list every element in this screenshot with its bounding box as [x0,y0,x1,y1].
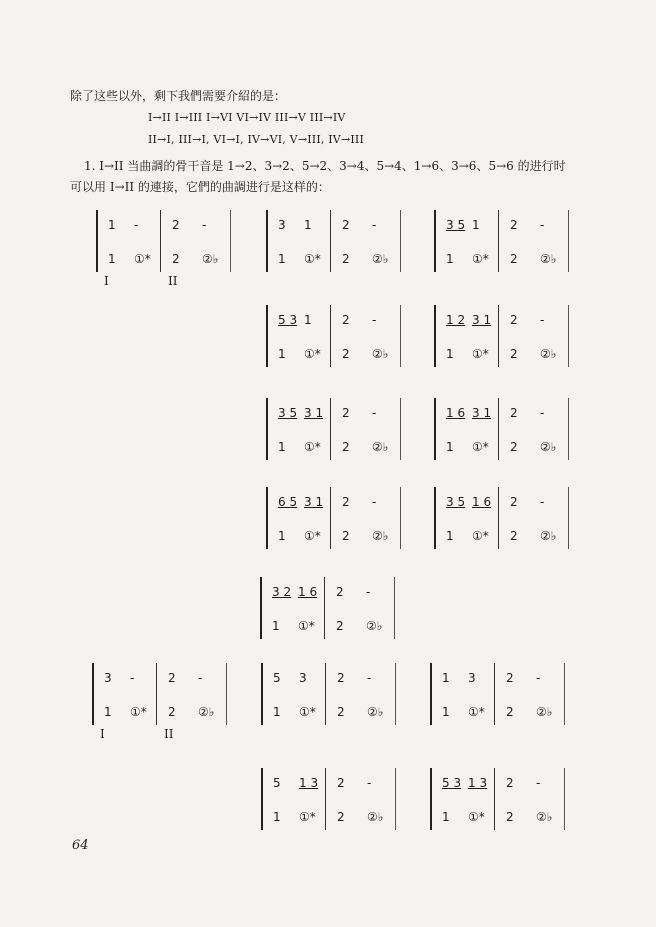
bottom-note: ①* [304,440,321,454]
top-note: - [130,671,135,685]
bar-line [498,398,499,460]
top-note: 2 [506,671,514,685]
bottom-note: ②♭ [372,252,389,266]
bottom-note: ①* [304,529,321,543]
notation-group [434,305,569,367]
top-note: 1 [108,218,116,232]
top-note: - [372,313,377,327]
top-note: 1 3 [299,776,319,790]
top-note: 3 1 [472,406,492,420]
notation-group [434,398,569,460]
bottom-note: ①* [299,810,316,824]
bar-line [494,768,495,830]
bottom-note: 2 [510,252,518,266]
bottom-note: ②♭ [536,705,553,719]
top-note: - [198,671,203,685]
top-note: 1 6 [446,406,466,420]
notation-group [261,663,396,725]
bottom-note: ②♭ [372,440,389,454]
top-note: 2 [510,495,518,509]
top-note: 1 [304,218,312,232]
bar-line [498,305,499,367]
top-note: 3 1 [472,313,492,327]
bottom-note: 2 [506,810,514,824]
top-note: - [367,776,372,790]
top-note: 5 [273,776,281,790]
notation-group [92,663,227,725]
top-note: 3 5 [278,406,298,420]
bottom-note: ②♭ [540,347,557,361]
top-note: - [372,406,377,420]
top-note: - [536,671,541,685]
bottom-note: 1 [442,810,450,824]
notation-group [266,210,401,272]
top-note: 2 [168,671,176,685]
bottom-note: 1 [278,440,286,454]
bottom-note: 1 [446,529,454,543]
bottom-note: ②♭ [372,529,389,543]
bar-line [325,768,326,830]
top-note: 2 [510,218,518,232]
bar-line [494,663,495,725]
top-note: 1 [442,671,450,685]
paragraph-line-2: 可以用 I→II 的連接，它們的曲調进行是这样的： [70,180,330,194]
bar-line [498,487,499,549]
intro-line: 除了这些以外，剩下我們需要介紹的是： [70,89,287,103]
top-note: 3 2 [272,585,292,599]
top-note: 2 [510,406,518,420]
top-note: 2 [337,671,345,685]
top-note: 3 5 [446,495,466,509]
top-note: - [540,218,545,232]
top-note: - [536,776,541,790]
notation-group [430,663,565,725]
bottom-note: 2 [506,705,514,719]
bottom-note: ②♭ [540,440,557,454]
page-number: 64 [72,838,89,853]
bottom-note: ②♭ [367,705,384,719]
progression-row-2: II→I, III→I, VI→I, IV→VI, V→III, IV→III [148,133,364,146]
bottom-note: 1 [442,705,450,719]
top-note: 1 [472,218,480,232]
bottom-note: ①* [468,705,485,719]
chord-marker: I [100,727,105,741]
bottom-note: 2 [342,347,350,361]
top-note: 2 [336,585,344,599]
bottom-note: 2 [337,705,345,719]
bottom-note: ①* [298,619,315,633]
top-note: 5 [273,671,281,685]
notation-group [434,487,569,549]
top-note: - [367,671,372,685]
top-note: - [372,495,377,509]
bottom-note: ②♭ [536,810,553,824]
top-note: - [202,218,207,232]
top-note: 2 [510,313,518,327]
bottom-note: 1 [446,440,454,454]
bottom-note: ②♭ [366,619,383,633]
bottom-note: ①* [472,347,489,361]
bottom-note: 1 [273,705,281,719]
bottom-note: 2 [337,810,345,824]
top-note: 2 [337,776,345,790]
bottom-note: ②♭ [202,252,219,266]
top-note: - [540,406,545,420]
notation-group [266,398,401,460]
bottom-note: 2 [342,440,350,454]
bottom-note: 2 [342,529,350,543]
top-note: 6 5 [278,495,298,509]
chord-marker: II [164,727,174,741]
bottom-note: 2 [336,619,344,633]
top-note: 5 3 [278,313,298,327]
bar-line [330,210,331,272]
bottom-note: 2 [510,347,518,361]
top-note: - [372,218,377,232]
bar-line [498,210,499,272]
notation-group [266,487,401,549]
bar-line [330,398,331,460]
bar-line [324,577,325,639]
notation-group [260,577,395,639]
notation-group [430,768,565,830]
bottom-note: ①* [468,810,485,824]
top-note: 3 1 [304,406,324,420]
bottom-note: ①* [472,440,489,454]
bottom-note: ①* [472,252,489,266]
top-note: 2 [342,406,350,420]
bottom-note: ①* [134,252,151,266]
top-note: - [134,218,139,232]
top-note: 3 [299,671,307,685]
bar-line [330,487,331,549]
top-note: 2 [342,495,350,509]
notation-group [96,210,231,272]
bottom-note: 2 [510,440,518,454]
bottom-note: ②♭ [372,347,389,361]
bottom-note: ②♭ [367,810,384,824]
notation-group [434,210,569,272]
top-note: 1 6 [298,585,318,599]
top-note: - [366,585,371,599]
bottom-note: ②♭ [198,705,215,719]
bottom-note: ①* [299,705,316,719]
top-note: 2 [342,313,350,327]
top-note: 3 [468,671,476,685]
top-note: 3 1 [304,495,324,509]
bottom-note: ①* [472,529,489,543]
chord-marker: I [104,274,109,288]
notation-group [266,305,401,367]
notation-group [261,768,396,830]
bottom-note: ①* [130,705,147,719]
top-note: - [540,313,545,327]
bottom-note: ②♭ [540,252,557,266]
bar-line [160,210,161,272]
bottom-note: ①* [304,347,321,361]
bottom-note: 1 [104,705,112,719]
bottom-note: 2 [510,529,518,543]
top-note: 1 6 [472,495,492,509]
bottom-note: ①* [304,252,321,266]
bottom-note: 1 [108,252,116,266]
top-note: - [540,495,545,509]
top-note: 2 [342,218,350,232]
bottom-note: ②♭ [540,529,557,543]
bottom-note: 2 [342,252,350,266]
bar-line [325,663,326,725]
bottom-note: 1 [278,252,286,266]
bottom-note: 1 [446,347,454,361]
paragraph-line-1: 1. I→II 当曲調的骨干音是 1→2、3→2、5→2、3→4、5→4、1→6、3→6、5→6 的进行时 [84,159,566,173]
top-note: 1 3 [468,776,488,790]
bar-line [156,663,157,725]
top-note: 5 3 [442,776,462,790]
bottom-note: 1 [272,619,280,633]
top-note: 2 [172,218,180,232]
top-note: 3 [278,218,286,232]
top-note: 3 5 [446,218,466,232]
top-note: 3 [104,671,112,685]
bottom-note: 1 [278,529,286,543]
bottom-note: 1 [278,347,286,361]
top-note: 1 [304,313,312,327]
chord-marker: II [168,274,178,288]
bottom-note: 2 [168,705,176,719]
bottom-note: 1 [446,252,454,266]
progression-row-1: I→II I→III I→VI VI→IV III→V III→IV [148,111,346,124]
top-note: 1 2 [446,313,466,327]
bottom-note: 2 [172,252,180,266]
top-note: 2 [506,776,514,790]
bottom-note: 1 [273,810,281,824]
bar-line [330,305,331,367]
